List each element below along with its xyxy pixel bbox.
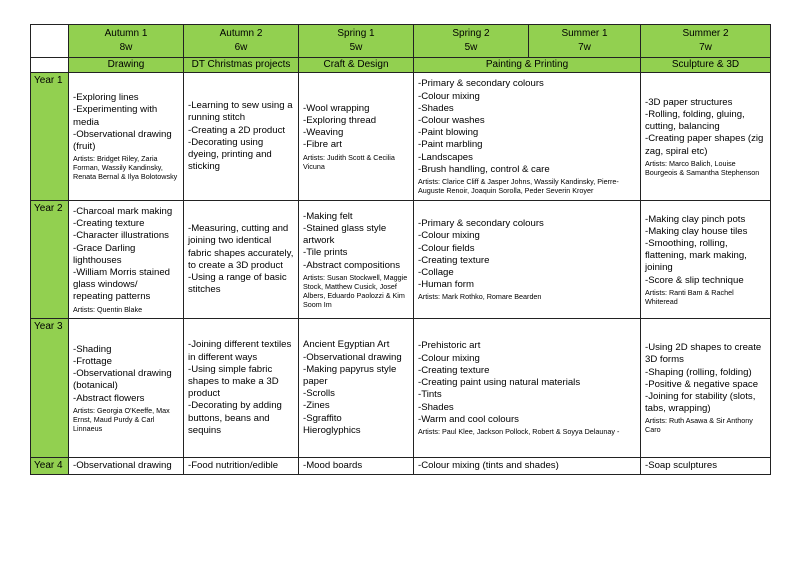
subject-header: Drawing	[69, 58, 184, 73]
subject-header: Painting & Printing	[414, 58, 641, 73]
topic-line: -Decorating by adding buttons, beans and sequins	[188, 400, 282, 436]
topic-line: -Making felt	[303, 210, 353, 222]
topic-line: -Creating paper shapes (zig zag, spiral etc)	[645, 133, 764, 157]
subject-header: Craft & Design	[299, 58, 414, 73]
topic-cell	[184, 73, 299, 201]
topic-line: -Making clay house tiles	[645, 225, 748, 237]
term-header	[414, 25, 529, 58]
topic-cell	[641, 319, 771, 458]
topic-line: -Landscapes	[418, 151, 473, 163]
topic-cell	[414, 458, 641, 475]
artists-note: Artists: Quentin Blake	[73, 304, 143, 314]
topic-line: -Zines	[303, 400, 330, 412]
artists-note: Artists: Marco Balich, Louise Bourgeois & Samantha Stephenson	[645, 158, 760, 177]
topic-line: -Human form	[418, 279, 474, 291]
topic-line: -Smoothing, rolling, flattening, mark making, joining	[645, 238, 747, 274]
curriculum-table	[30, 24, 771, 475]
term-header	[529, 25, 641, 58]
topic-line: -Observational drawing	[303, 351, 402, 363]
topic-cell	[69, 201, 184, 319]
topic-line: -3D paper structures	[645, 96, 733, 108]
year-label: Year 1	[31, 73, 69, 201]
topic-line: -Colour mixing	[418, 230, 480, 242]
topic-line: -Grace Darling lighthouses	[73, 242, 136, 266]
term-header	[184, 25, 299, 58]
topic-line: -Shades	[418, 401, 454, 413]
year-row	[31, 201, 771, 319]
artists-note: Artists: Judith Scott & Cecilia Vicuna	[303, 152, 395, 171]
year-row	[31, 458, 771, 475]
artists-note: Artists: Ranti Bam & Rachel Whiteread	[645, 287, 734, 306]
artists-note: Artists: Bridget Riley, Zaria Forman, Wassily Kandinsky, Renata Bernal & Ilya Bolotowsky	[73, 154, 178, 182]
topic-cell	[69, 73, 184, 201]
topic-cell	[641, 201, 771, 319]
topic-line: -Exploring thread	[303, 115, 377, 126]
topic-line: -Colour fields	[418, 242, 475, 254]
year-row	[31, 73, 771, 201]
topic-cell	[184, 201, 299, 319]
subject-row	[31, 58, 771, 73]
year-label: Year 4	[31, 458, 69, 475]
topic-line: -Score & slip technique	[645, 274, 744, 286]
artists-note: Artists: Ruth Asawa & Sir Anthony Caro	[645, 416, 753, 435]
term-header	[299, 25, 414, 58]
topic-line: -Warm and cool colours	[418, 413, 519, 425]
topic-cell	[414, 201, 641, 319]
topic-line: -Making clay pinch pots	[645, 213, 746, 225]
topic-line: -Observational drawing	[73, 460, 172, 472]
topic-line: -Rolling, folding, gluing, cutting, balancing	[645, 108, 745, 133]
year-row	[31, 319, 771, 458]
subject-header: DT Christmas projects	[184, 58, 299, 73]
topic-line: -Decorating using dyeing, printing and sticking	[188, 136, 272, 173]
topic-line: -Measuring, cutting and joining two identical fabric shapes accurately, to create a 3D product	[188, 223, 294, 271]
term-weeks: 5w	[349, 42, 363, 53]
topic-line: -Shades	[418, 102, 454, 114]
topic-line: -Mood boards	[303, 460, 363, 472]
topic-line: -Charcoal mark making	[73, 205, 173, 217]
term-name: Autumn 2	[219, 28, 263, 39]
artists-note: Artists: Susan Stockwell, Maggie Stock, Matthew Cusick, Josef Albers, Eduardo Paolozzi & Kim Soom Im	[303, 272, 408, 309]
artists-note: Artists: Paul Klee, Jackson Pollock, Robert & Soyya Delaunay -	[418, 426, 620, 436]
topic-line: -Paint marbling	[418, 139, 483, 151]
topic-line: -Colour washes	[418, 115, 485, 126]
topic-line: -Primary & secondary colours	[418, 78, 544, 90]
topic-line: -Colour mixing	[418, 352, 480, 364]
term-name: Spring 2	[452, 28, 490, 39]
topic-line: -Observational drawing (fruit)	[73, 128, 172, 152]
topic-line: -Making papyrus style paper	[303, 363, 397, 387]
topic-line: -Joining for stability (slots, tabs, wrapping)	[645, 390, 756, 415]
topic-cell	[69, 458, 184, 475]
term-weeks: 7w	[578, 42, 591, 53]
term-weeks: 6w	[234, 42, 248, 53]
topic-line: -Colour mixing	[418, 90, 480, 102]
topic-line: -Brush handling, control & care	[418, 163, 550, 175]
artists-note: Artists: Clarice Cliff & Jasper Johns, Wassily Kandinsky, Pierre-Auguste Renoir, Joaquin Sorolla, Peder Severin Kroyer	[418, 177, 619, 196]
topic-line: -Character illustrations	[73, 230, 169, 242]
term-header	[69, 25, 184, 58]
topic-line: -Using simple fabric shapes to make a 3D product	[188, 363, 279, 400]
topic-line: -Creating texture	[418, 254, 490, 266]
term-name: Autumn 1	[104, 28, 148, 39]
term-name: Spring 1	[337, 28, 375, 39]
topic-line: -Using 2D shapes to create 3D forms	[645, 342, 762, 366]
topic-line: -Collage	[418, 266, 454, 278]
artists-note: Artists: Georgia O'Keeffe, Max Ernst, Maud Purdy & Carl Linnaeus	[73, 405, 170, 433]
topic-cell	[299, 201, 414, 319]
topic-line: -Creating texture	[418, 364, 490, 376]
topic-line: -Primary & secondary colours	[418, 218, 544, 230]
term-name: Summer 2	[682, 28, 729, 39]
topic-line: -Abstract compositions	[303, 259, 401, 271]
artists-note: Artists: Mark Rothko, Romare Bearden	[418, 292, 542, 302]
topic-line: -Observational drawing (botanical)	[73, 368, 172, 392]
term-weeks: 7w	[699, 42, 712, 53]
term-weeks: 5w	[464, 42, 478, 53]
topic-line: -Tile prints	[303, 247, 348, 259]
topic-line: -Creating texture	[73, 218, 145, 230]
topic-line: Ancient Egyptian Art	[303, 339, 390, 351]
year-label: Year 3	[31, 319, 69, 458]
topic-line: -Abstract flowers	[73, 392, 145, 404]
topic-cell	[414, 73, 641, 201]
topic-line: -Prehistoric art	[418, 340, 481, 352]
topic-line: -Food nutrition/edible	[188, 460, 279, 472]
term-row	[31, 25, 771, 58]
topic-cell	[641, 73, 771, 201]
topic-line: Hieroglyphics	[303, 424, 361, 436]
topic-line: -Joining different textiles in different ways	[188, 339, 292, 363]
topic-line: -Stained glass style artwork	[303, 222, 387, 247]
topic-cell	[414, 319, 641, 458]
topic-cell	[69, 319, 184, 458]
topic-line: -Paint blowing	[418, 127, 479, 139]
topic-line: -Exploring lines	[73, 92, 139, 104]
topic-line: -William Morris stained glass windows/ repeating patterns	[73, 266, 171, 303]
term-header	[641, 25, 771, 58]
topic-line: -Tints	[418, 389, 442, 401]
topic-cell	[184, 319, 299, 458]
topic-line: -Weaving	[303, 127, 344, 139]
subject-header: Sculpture & 3D	[641, 58, 771, 73]
topic-line: -Shaping (rolling, folding)	[645, 366, 752, 378]
corner-cell	[31, 58, 69, 73]
topic-cell	[184, 458, 299, 475]
year-label: Year 2	[31, 201, 69, 319]
topic-cell	[299, 73, 414, 201]
term-name: Summer 1	[561, 28, 608, 39]
topic-cell	[299, 458, 414, 475]
topic-line: -Fibre art	[303, 139, 342, 151]
topic-line: -Shading	[73, 343, 112, 355]
topic-line: -Experimenting with media	[73, 104, 158, 128]
corner-cell	[31, 25, 69, 58]
topic-cell	[299, 319, 414, 458]
topic-line: -Positive & negative space	[645, 378, 759, 390]
topic-line: -Scrolls	[303, 388, 335, 400]
topic-line: -Colour mixing (tints and shades)	[418, 460, 559, 472]
topic-line: -Wool wrapping	[303, 102, 370, 114]
topic-cell	[641, 458, 771, 475]
topic-line: -Sgraffito	[303, 412, 342, 424]
topic-line: -Learning to sew using a running stitch	[188, 100, 293, 124]
topic-line: -Soap sculptures	[645, 460, 717, 472]
topic-line: -Frottage	[73, 355, 112, 367]
topic-line: -Using a range of basic stitches	[188, 271, 287, 296]
topic-line: -Creating paint using natural materials	[418, 377, 581, 389]
topic-line: -Creating a 2D product	[188, 124, 286, 136]
term-weeks: 8w	[119, 42, 133, 53]
